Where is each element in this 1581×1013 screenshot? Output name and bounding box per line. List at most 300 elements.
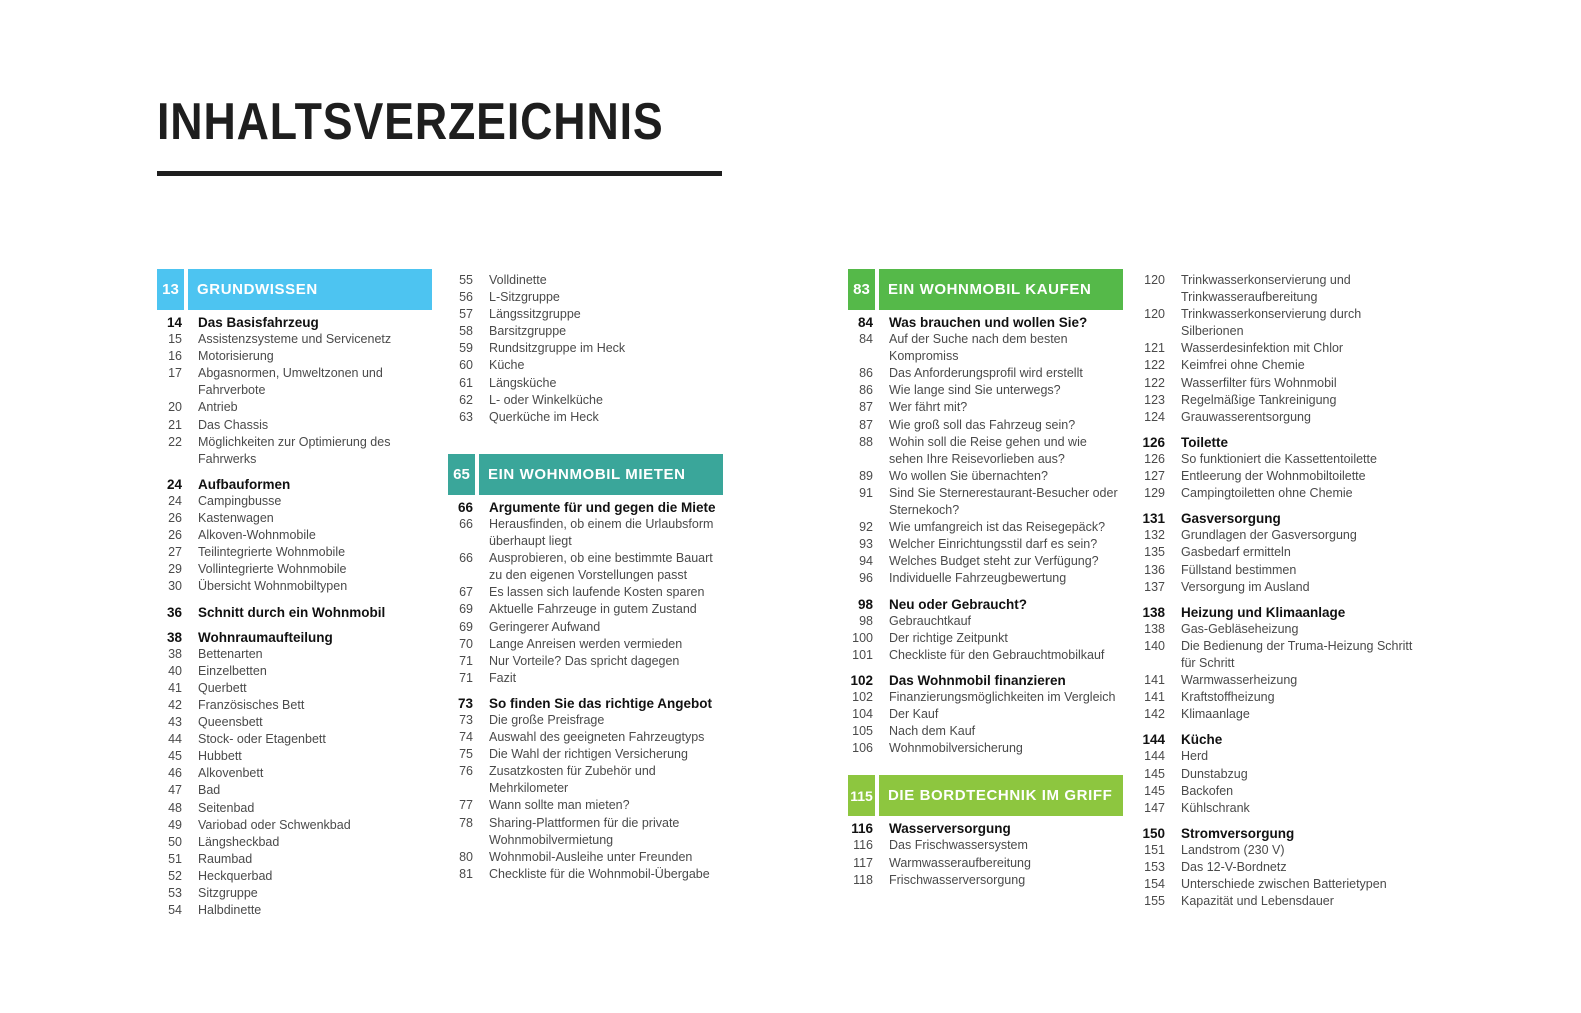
- toc-entry[interactable]: [157, 748, 432, 765]
- page-number: 155: [1144, 894, 1165, 909]
- entry-title: Barsitzgruppe: [489, 324, 567, 339]
- entry-title: Wasserfilter fürs Wohnmobil: [1181, 375, 1337, 390]
- page-number: 66: [457, 499, 473, 515]
- entry-title: Ausprobieren, ob eine bestimmte Bauart zu den eigenen Vorstellungen passt: [489, 551, 713, 583]
- toc-entry[interactable]: [848, 689, 1123, 706]
- page-number: 16: [168, 349, 182, 364]
- page-number: 127: [1144, 469, 1165, 484]
- toc-entry[interactable]: [848, 570, 1123, 587]
- entry-list: [448, 499, 723, 883]
- toc-entry[interactable]: [157, 731, 432, 748]
- page-number: 150: [1142, 825, 1165, 841]
- page-number: 102: [852, 689, 873, 704]
- entry-title: Aufbauformen: [198, 476, 291, 492]
- toc-entry[interactable]: [848, 723, 1123, 740]
- page-number: 42: [168, 697, 182, 712]
- toc-entry[interactable]: [1140, 859, 1415, 876]
- entry-title: Stromversorgung: [1181, 825, 1295, 841]
- toc-entry[interactable]: [1140, 409, 1415, 426]
- page-number: 47: [168, 783, 182, 798]
- page-number: 98: [857, 596, 873, 612]
- toc-entry[interactable]: [448, 866, 723, 883]
- toc-entry[interactable]: [848, 382, 1123, 399]
- entry-title: Der Kauf: [889, 707, 939, 722]
- toc-entry[interactable]: [157, 348, 432, 365]
- toc-entry[interactable]: [157, 417, 432, 434]
- toc-entry[interactable]: [1140, 766, 1415, 783]
- toc-entry[interactable]: [157, 885, 432, 902]
- page-number: 93: [859, 537, 873, 552]
- toc-entry[interactable]: [1140, 357, 1415, 374]
- page-number: 126: [1142, 434, 1165, 450]
- page-number: 100: [852, 630, 873, 645]
- toc-entry[interactable]: [1140, 748, 1415, 765]
- page-number: 67: [459, 585, 473, 600]
- page-number: 50: [168, 834, 182, 849]
- entry-title: Unterschiede zwischen Batterietypen: [1181, 877, 1387, 892]
- toc-entry[interactable]: [448, 729, 723, 746]
- entry-title: Sharing-Plattformen für die private Wohnmobilvermietung: [489, 815, 680, 847]
- entry-title: Antrieb: [198, 400, 238, 415]
- toc-chapter-entry[interactable]: [157, 629, 432, 646]
- page-number: 60: [459, 358, 473, 373]
- entry-title: Herausfinden, ob einem die Urlaubsform überhaupt liegt: [489, 516, 714, 549]
- toc-entry[interactable]: [448, 653, 723, 670]
- toc-entry[interactable]: [448, 516, 723, 550]
- page-number: 61: [459, 375, 473, 390]
- page-number: 24: [166, 476, 182, 492]
- entry-title: Wie lange sind Sie unterwegs?: [889, 383, 1061, 398]
- entry-title: Wohnmobilversicherung: [889, 741, 1023, 756]
- toc-entry[interactable]: [1140, 392, 1415, 409]
- toc-entry[interactable]: [848, 417, 1123, 434]
- toc-entry[interactable]: [848, 872, 1123, 889]
- toc-entry[interactable]: [448, 289, 723, 306]
- page-number: 141: [1144, 690, 1165, 705]
- page-number: 126: [1144, 451, 1165, 466]
- toc-entry[interactable]: [448, 636, 723, 653]
- title-underline: [157, 171, 722, 176]
- toc-column-1: [157, 269, 432, 919]
- toc-entry[interactable]: [1140, 340, 1415, 357]
- page-number: 40: [168, 663, 182, 678]
- entry-title: Querküche im Heck: [489, 409, 599, 424]
- toc-entry[interactable]: [848, 399, 1123, 416]
- toc-entry[interactable]: [1140, 893, 1415, 910]
- page-number: 106: [852, 741, 873, 756]
- section-header-grundwissen[interactable]: [157, 269, 432, 310]
- page-number: 105: [852, 724, 873, 739]
- entry-title: Wo wollen Sie übernachten?: [889, 468, 1048, 483]
- toc-entry[interactable]: [848, 630, 1123, 647]
- toc-entry[interactable]: [448, 357, 723, 374]
- entry-title: Wer fährt mit?: [889, 400, 968, 415]
- entry-title: Nur Vorteile? Das spricht dagegen: [489, 653, 680, 668]
- toc-entry[interactable]: [1140, 306, 1415, 340]
- page-number: 132: [1144, 528, 1165, 543]
- toc-entry[interactable]: [448, 670, 723, 687]
- entry-title: Längssitzgruppe: [489, 307, 581, 322]
- entry-title: Checkliste für die Wohnmobil-Übergabe: [489, 866, 710, 881]
- entry-title: Alkoven-Wohnmobile: [198, 528, 316, 543]
- toc-chapter-entry[interactable]: [157, 476, 432, 493]
- toc-entry[interactable]: [848, 536, 1123, 553]
- entry-title: Hubbett: [198, 749, 242, 764]
- page-number: 74: [459, 730, 473, 745]
- toc-entry[interactable]: [1140, 468, 1415, 485]
- entry-title: Wann sollte man mieten?: [489, 798, 630, 813]
- toc-column-2: [448, 272, 723, 883]
- entry-title: Fazit: [489, 670, 517, 685]
- toc-entry[interactable]: [848, 434, 1123, 468]
- toc-entry[interactable]: [1140, 562, 1415, 579]
- page-number: 38: [166, 629, 182, 645]
- toc-entry[interactable]: [157, 782, 432, 799]
- page-number: 55: [459, 273, 473, 287]
- page-number: 56: [459, 290, 473, 305]
- page-number: 48: [168, 800, 182, 815]
- entry-title: Backofen: [1181, 783, 1234, 798]
- entry-title: Übersicht Wohnmobiltypen: [198, 579, 348, 594]
- toc-entry[interactable]: [448, 619, 723, 636]
- entry-title: Wohnmobil-Ausleihe unter Freunden: [489, 849, 693, 864]
- page-number: 136: [1144, 562, 1165, 577]
- section-number: 65: [448, 454, 475, 495]
- toc-entry[interactable]: [1140, 876, 1415, 893]
- toc-chapter-entry[interactable]: [1140, 825, 1415, 842]
- toc-entry[interactable]: [157, 680, 432, 697]
- entry-title: Gebrauchtkauf: [889, 613, 971, 628]
- toc-entry[interactable]: [848, 647, 1123, 664]
- page-number: 73: [459, 712, 473, 727]
- toc-entry[interactable]: [157, 868, 432, 885]
- toc-chapter-entry[interactable]: [1140, 604, 1415, 621]
- entry-title: Stock- oder Etagenbett: [198, 732, 326, 747]
- toc-chapter-entry[interactable]: [1140, 434, 1415, 451]
- section-number: 83: [848, 269, 875, 310]
- page-number: 138: [1142, 604, 1165, 620]
- page-number: 141: [1144, 673, 1165, 688]
- toc-entry[interactable]: [448, 323, 723, 340]
- entry-title: Heckquerbad: [198, 868, 273, 883]
- page-number: 87: [859, 417, 873, 432]
- toc-entry[interactable]: [157, 851, 432, 868]
- page-number: 52: [168, 868, 182, 883]
- toc-entry[interactable]: [448, 746, 723, 763]
- section-number: 13: [157, 269, 184, 310]
- page-number: 91: [859, 485, 873, 500]
- toc-entry[interactable]: [848, 519, 1123, 536]
- entry-title: Seitenbad: [198, 800, 255, 815]
- toc-entry[interactable]: [848, 740, 1123, 757]
- page-number: 24: [168, 493, 182, 508]
- toc-entry[interactable]: [157, 714, 432, 731]
- entry-title: Geringerer Aufwand: [489, 619, 601, 634]
- page-number: 120: [1144, 273, 1165, 287]
- page-number: 77: [459, 798, 473, 813]
- entry-title: Das Anforderungsprofil wird erstellt: [889, 366, 1083, 381]
- toc-entry[interactable]: [157, 697, 432, 714]
- entry-title: Trinkwasserkonservierung durch Silberionen: [1181, 307, 1362, 339]
- toc-entry[interactable]: [848, 553, 1123, 570]
- page-number: 58: [459, 324, 473, 339]
- toc-entry[interactable]: [448, 815, 723, 849]
- entry-title: Heizung und Klimaanlage: [1181, 604, 1346, 620]
- entry-title: Welcher Einrichtungsstil darf es sein?: [889, 537, 1098, 552]
- toc-entry[interactable]: [157, 399, 432, 416]
- entry-title: Die Wahl der richtigen Versicherung: [489, 747, 688, 762]
- page-number: 153: [1144, 860, 1165, 874]
- entry-title: Querbett: [198, 680, 247, 695]
- page-number: 14: [166, 315, 182, 330]
- toc-entry[interactable]: [448, 797, 723, 814]
- toc-entry[interactable]: [1140, 272, 1415, 306]
- toc-entry[interactable]: [448, 340, 723, 357]
- entry-title: Assistenzsysteme und Servicenetz: [198, 332, 392, 347]
- page-number: 121: [1144, 341, 1165, 356]
- section-header-bordtechnik[interactable]: [848, 775, 1123, 816]
- toc-entry[interactable]: [157, 663, 432, 680]
- page-number: 87: [859, 400, 873, 415]
- entry-title: Einzelbetten: [198, 663, 267, 678]
- entry-title: Das Basisfahrzeug: [198, 315, 319, 330]
- toc-entry[interactable]: [448, 272, 723, 289]
- toc-entry[interactable]: [1140, 706, 1415, 723]
- page-number: 51: [168, 851, 182, 866]
- page-number: 36: [166, 604, 182, 620]
- section-title: DIE BORDTECHNIK IM GRIFF: [879, 775, 1123, 816]
- toc-entry[interactable]: [1140, 485, 1415, 502]
- toc-entry[interactable]: [1140, 638, 1415, 672]
- entry-list: [448, 272, 723, 426]
- page-title: INHALTSVERZEICHNIS: [157, 93, 664, 151]
- toc-chapter-entry[interactable]: [448, 499, 723, 516]
- toc-entry[interactable]: [1140, 527, 1415, 544]
- toc-entry[interactable]: [848, 331, 1123, 365]
- toc-entry[interactable]: [1140, 544, 1415, 561]
- toc-column-3: [848, 269, 1123, 889]
- entry-title: Wohin soll die Reise gehen und wie sehen Ihre Reisevorlieben aus?: [889, 434, 1087, 466]
- entry-title: Aktuelle Fahrzeuge in gutem Zustand: [489, 602, 697, 617]
- page-number: 129: [1144, 486, 1165, 501]
- entry-title: Gasbedarf ermitteln: [1181, 545, 1291, 560]
- toc-entry[interactable]: [157, 646, 432, 663]
- toc-entry[interactable]: [157, 765, 432, 782]
- toc-entry[interactable]: [848, 468, 1123, 485]
- page-number: 122: [1144, 375, 1165, 390]
- toc-entry[interactable]: [1140, 689, 1415, 706]
- page-number: 21: [168, 417, 182, 432]
- page-number: 27: [168, 545, 182, 560]
- page-number: 38: [168, 646, 182, 661]
- toc-chapter-entry[interactable]: [157, 604, 432, 621]
- toc-entry[interactable]: [157, 578, 432, 595]
- entry-title: Der richtige Zeitpunkt: [889, 630, 1008, 645]
- toc-entry[interactable]: [848, 485, 1123, 519]
- toc-entry[interactable]: [448, 849, 723, 866]
- page-number: 41: [168, 680, 182, 695]
- toc-entry[interactable]: [448, 409, 723, 426]
- toc-entry[interactable]: [448, 601, 723, 618]
- toc-chapter-entry[interactable]: [848, 596, 1123, 613]
- entry-title: Frischwasserversorgung: [889, 872, 1026, 887]
- page-number: 44: [168, 732, 182, 747]
- entry-title: Auf der Suche nach dem besten Kompromiss: [889, 332, 1068, 364]
- entry-title: Schnitt durch ein Wohnmobil: [198, 604, 386, 620]
- page-number: 57: [459, 307, 473, 322]
- entry-title: Warmwasserheizung: [1181, 673, 1298, 688]
- entry-title: Kastenwagen: [198, 511, 274, 526]
- toc-entry[interactable]: [1140, 672, 1415, 689]
- toc-chapter-entry[interactable]: [1140, 731, 1415, 748]
- entry-title: So funktioniert die Kassettentoilette: [1181, 451, 1377, 466]
- toc-entry[interactable]: [157, 331, 432, 348]
- toc-entry[interactable]: [157, 493, 432, 510]
- entry-title: Es lassen sich laufende Kosten sparen: [489, 585, 705, 600]
- page-number: 46: [168, 766, 182, 781]
- toc-entry[interactable]: [848, 365, 1123, 382]
- entry-title: Alkovenbett: [198, 766, 264, 781]
- toc-entry[interactable]: [448, 375, 723, 392]
- toc-entry[interactable]: [448, 763, 723, 797]
- toc-entry[interactable]: [1140, 800, 1415, 817]
- toc-entry[interactable]: [448, 550, 723, 584]
- toc-entry[interactable]: [157, 800, 432, 817]
- entry-title: Teilintegrierte Wohnmobile: [198, 545, 346, 560]
- entry-title: Wasserversorgung: [889, 821, 1011, 837]
- entry-list: [157, 314, 432, 919]
- entry-title: Die große Preisfrage: [489, 712, 605, 727]
- page-number: 80: [459, 849, 473, 864]
- entry-title: Campingbusse: [198, 493, 282, 508]
- page-number: 49: [168, 817, 182, 832]
- page-number: 92: [859, 520, 873, 535]
- toc-entry[interactable]: [848, 855, 1123, 872]
- page-number: 88: [859, 434, 873, 449]
- page-number: 43: [168, 715, 182, 730]
- toc-entry[interactable]: [448, 306, 723, 323]
- toc-entry[interactable]: [157, 365, 432, 399]
- page-number: 137: [1144, 579, 1165, 594]
- entry-title: Wie groß soll das Fahrzeug sein?: [889, 417, 1076, 432]
- section-header-kaufen[interactable]: [848, 269, 1123, 310]
- entry-title: Finanzierungsmöglichkeiten im Vergleich: [889, 689, 1116, 704]
- page-number: 69: [459, 619, 473, 634]
- toc-entry[interactable]: [1140, 451, 1415, 468]
- toc-entry[interactable]: [157, 544, 432, 561]
- entry-title: Dunstabzug: [1181, 766, 1248, 781]
- page-number: 81: [459, 866, 473, 881]
- entry-title: Bad: [198, 783, 221, 798]
- toc-entry[interactable]: [157, 817, 432, 834]
- page-number: 70: [459, 636, 473, 651]
- toc-entry[interactable]: [1140, 783, 1415, 800]
- entry-title: Küche: [489, 358, 525, 373]
- toc-chapter-entry[interactable]: [1140, 510, 1415, 527]
- page-number: 15: [168, 332, 182, 347]
- page-number: 30: [168, 579, 182, 594]
- entry-list: [848, 314, 1123, 757]
- toc-entry[interactable]: [1140, 842, 1415, 859]
- entry-list: [848, 820, 1123, 888]
- entry-title: Kapazität und Lebensdauer: [1181, 894, 1334, 909]
- page-number: 144: [1142, 732, 1165, 748]
- toc-chapter-entry[interactable]: [157, 314, 432, 331]
- page-number: 94: [859, 554, 873, 569]
- page-number: 76: [459, 764, 473, 779]
- toc-entry[interactable]: [157, 834, 432, 851]
- page-number: 142: [1144, 707, 1165, 722]
- page-number: 17: [168, 366, 182, 381]
- entry-title: Entleerung der Wohnmobiltoilette: [1181, 469, 1366, 484]
- toc-chapter-entry[interactable]: [848, 672, 1123, 689]
- toc-entry[interactable]: [848, 837, 1123, 854]
- entry-title: L-Sitzgruppe: [489, 290, 560, 305]
- page-number: 124: [1144, 409, 1165, 424]
- entry-title: Sitzgruppe: [198, 886, 258, 900]
- entry-title: Gas-Gebläseheizung: [1181, 621, 1299, 636]
- entry-list: [1140, 272, 1415, 910]
- page-number: 104: [852, 707, 873, 722]
- toc-entry[interactable]: [448, 712, 723, 729]
- entry-title: Individuelle Fahrzeugbewertung: [889, 571, 1067, 586]
- toc-entry[interactable]: [157, 510, 432, 527]
- entry-title: Klimaanlage: [1181, 707, 1250, 722]
- entry-title: Möglichkeiten zur Optimierung des Fahrwerks: [198, 434, 391, 466]
- entry-title: Variobad oder Schwenkbad: [198, 817, 351, 832]
- page-number: 122: [1144, 358, 1165, 373]
- page-number: 147: [1144, 800, 1165, 815]
- toc-entry[interactable]: [448, 392, 723, 409]
- entry-title: Toilette: [1181, 434, 1228, 450]
- entry-title: Campingtoiletten ohne Chemie: [1181, 486, 1353, 501]
- page-number: 145: [1144, 783, 1165, 798]
- entry-title: Grundlagen der Gasversorgung: [1181, 528, 1357, 543]
- page-number: 84: [857, 315, 873, 330]
- entry-title: Kraftstoffheizung: [1181, 690, 1275, 705]
- toc-entry[interactable]: [157, 434, 432, 468]
- entry-title: Neu oder Gebraucht?: [889, 596, 1028, 612]
- page-number: 63: [459, 409, 473, 424]
- entry-title: Nach dem Kauf: [889, 724, 976, 739]
- toc-chapter-entry[interactable]: [448, 695, 723, 712]
- toc-entry[interactable]: [448, 584, 723, 601]
- toc-chapter-entry[interactable]: [848, 314, 1123, 331]
- toc-entry[interactable]: [848, 706, 1123, 723]
- toc-entry[interactable]: [848, 613, 1123, 630]
- entry-title: So finden Sie das richtige Angebot: [489, 695, 713, 711]
- page-number: 54: [168, 903, 182, 918]
- entry-title: Lange Anreisen werden vermieden: [489, 636, 683, 651]
- toc-entry[interactable]: [1140, 579, 1415, 596]
- entry-title: Warmwasseraufbereitung: [889, 855, 1031, 870]
- page-number: 59: [459, 341, 473, 356]
- page-number: 98: [859, 613, 873, 628]
- entry-title: Französisches Bett: [198, 697, 305, 712]
- toc-entry[interactable]: [1140, 621, 1415, 638]
- entry-title: Wie umfangreich ist das Reisegepäck?: [889, 520, 1106, 535]
- toc-entry[interactable]: [157, 902, 432, 919]
- toc-chapter-entry[interactable]: [848, 820, 1123, 837]
- page-number: 89: [859, 468, 873, 483]
- page-number: 116: [851, 821, 873, 837]
- section-header-mieten[interactable]: [448, 454, 723, 495]
- toc-entry[interactable]: [157, 527, 432, 544]
- page-number: 138: [1144, 621, 1165, 636]
- entry-title: Küche: [1181, 732, 1223, 748]
- toc-entry[interactable]: [157, 561, 432, 578]
- toc-entry[interactable]: [1140, 375, 1415, 392]
